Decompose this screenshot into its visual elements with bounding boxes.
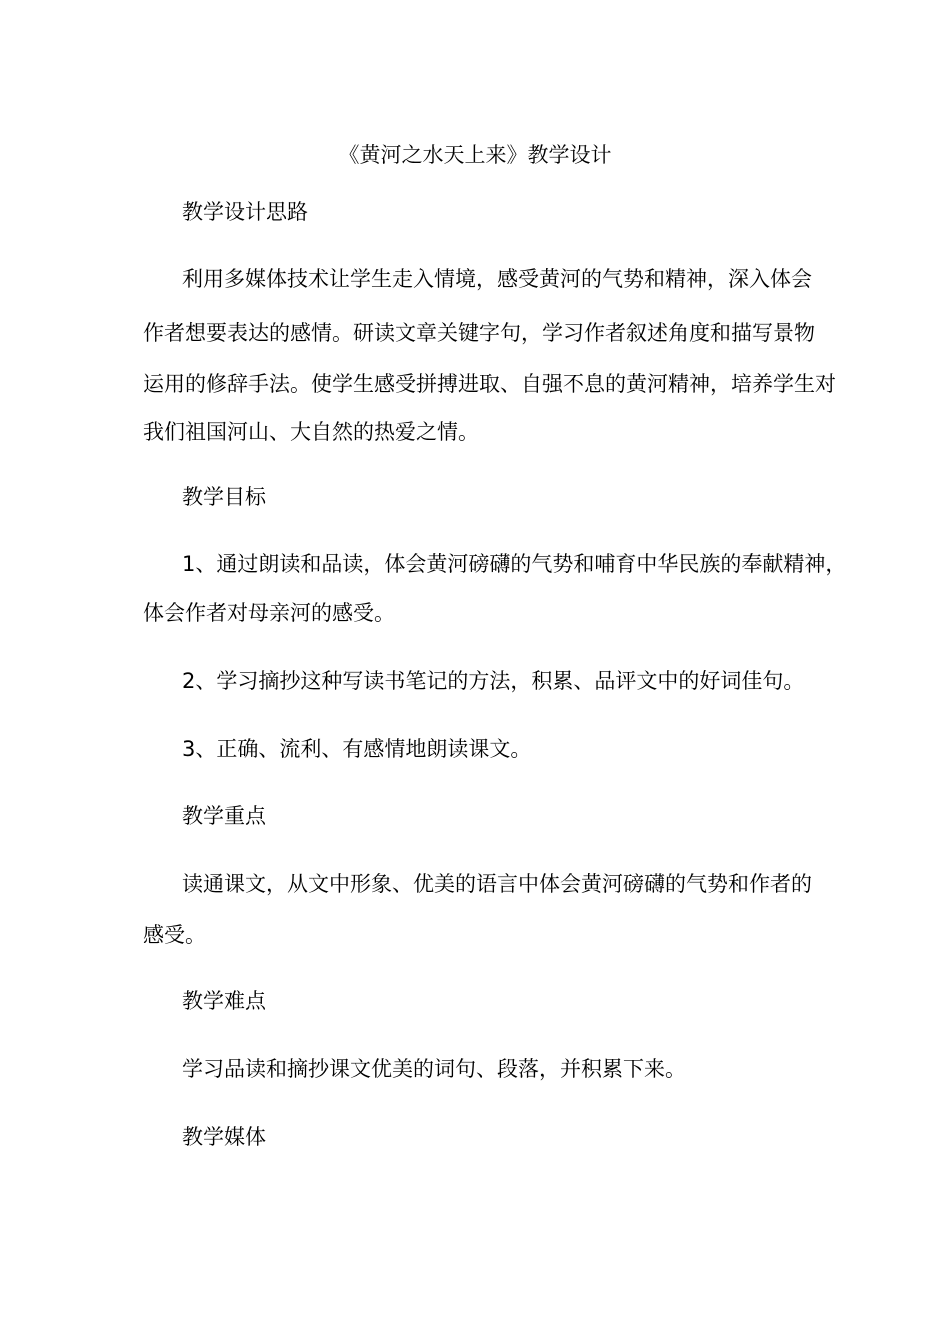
paragraph-line: 作者想要表达的感情。研读文章关键字句，学习作者叙述角度和描写景物 [143, 321, 815, 345]
paragraph-line: 学习品读和摘抄课文优美的词句、段落，并积累下来。 [182, 1057, 686, 1081]
goal-item: 3、正确、流利、有感情地朗读课文。 [182, 737, 532, 761]
paragraph-line: 读通课文，从文中形象、优美的语言中体会黄河磅礴的气势和作者的 [182, 872, 812, 896]
section-heading-media: 教学媒体 [182, 1125, 266, 1149]
section-heading-design: 教学设计思路 [182, 200, 308, 224]
goal-item-continuation: 体会作者对母亲河的感受。 [143, 601, 395, 625]
section-heading-key-points: 教学重点 [182, 804, 266, 828]
section-heading-goals: 教学目标 [182, 485, 266, 509]
paragraph-line: 我们祖国河山、大自然的热爱之情。 [143, 420, 479, 444]
section-heading-difficulties: 教学难点 [182, 989, 266, 1013]
goal-item: 1、通过朗读和品读，体会黄河磅礴的气势和哺育中华民族的奉献精神， [182, 552, 847, 576]
paragraph-line: 运用的修辞手法。使学生感受拼搏进取、自强不息的黄河精神，培养学生对 [143, 372, 836, 396]
paragraph-line: 感受。 [143, 923, 206, 947]
goal-item: 2、学习摘抄这种写读书笔记的方法，积累、品评文中的好词佳句。 [182, 669, 805, 693]
paragraph-line: 利用多媒体技术让学生走入情境，感受黄河的气势和精神，深入体会 [182, 267, 812, 291]
document-title: 《黄河之水天上来》教学设计 [338, 143, 612, 167]
